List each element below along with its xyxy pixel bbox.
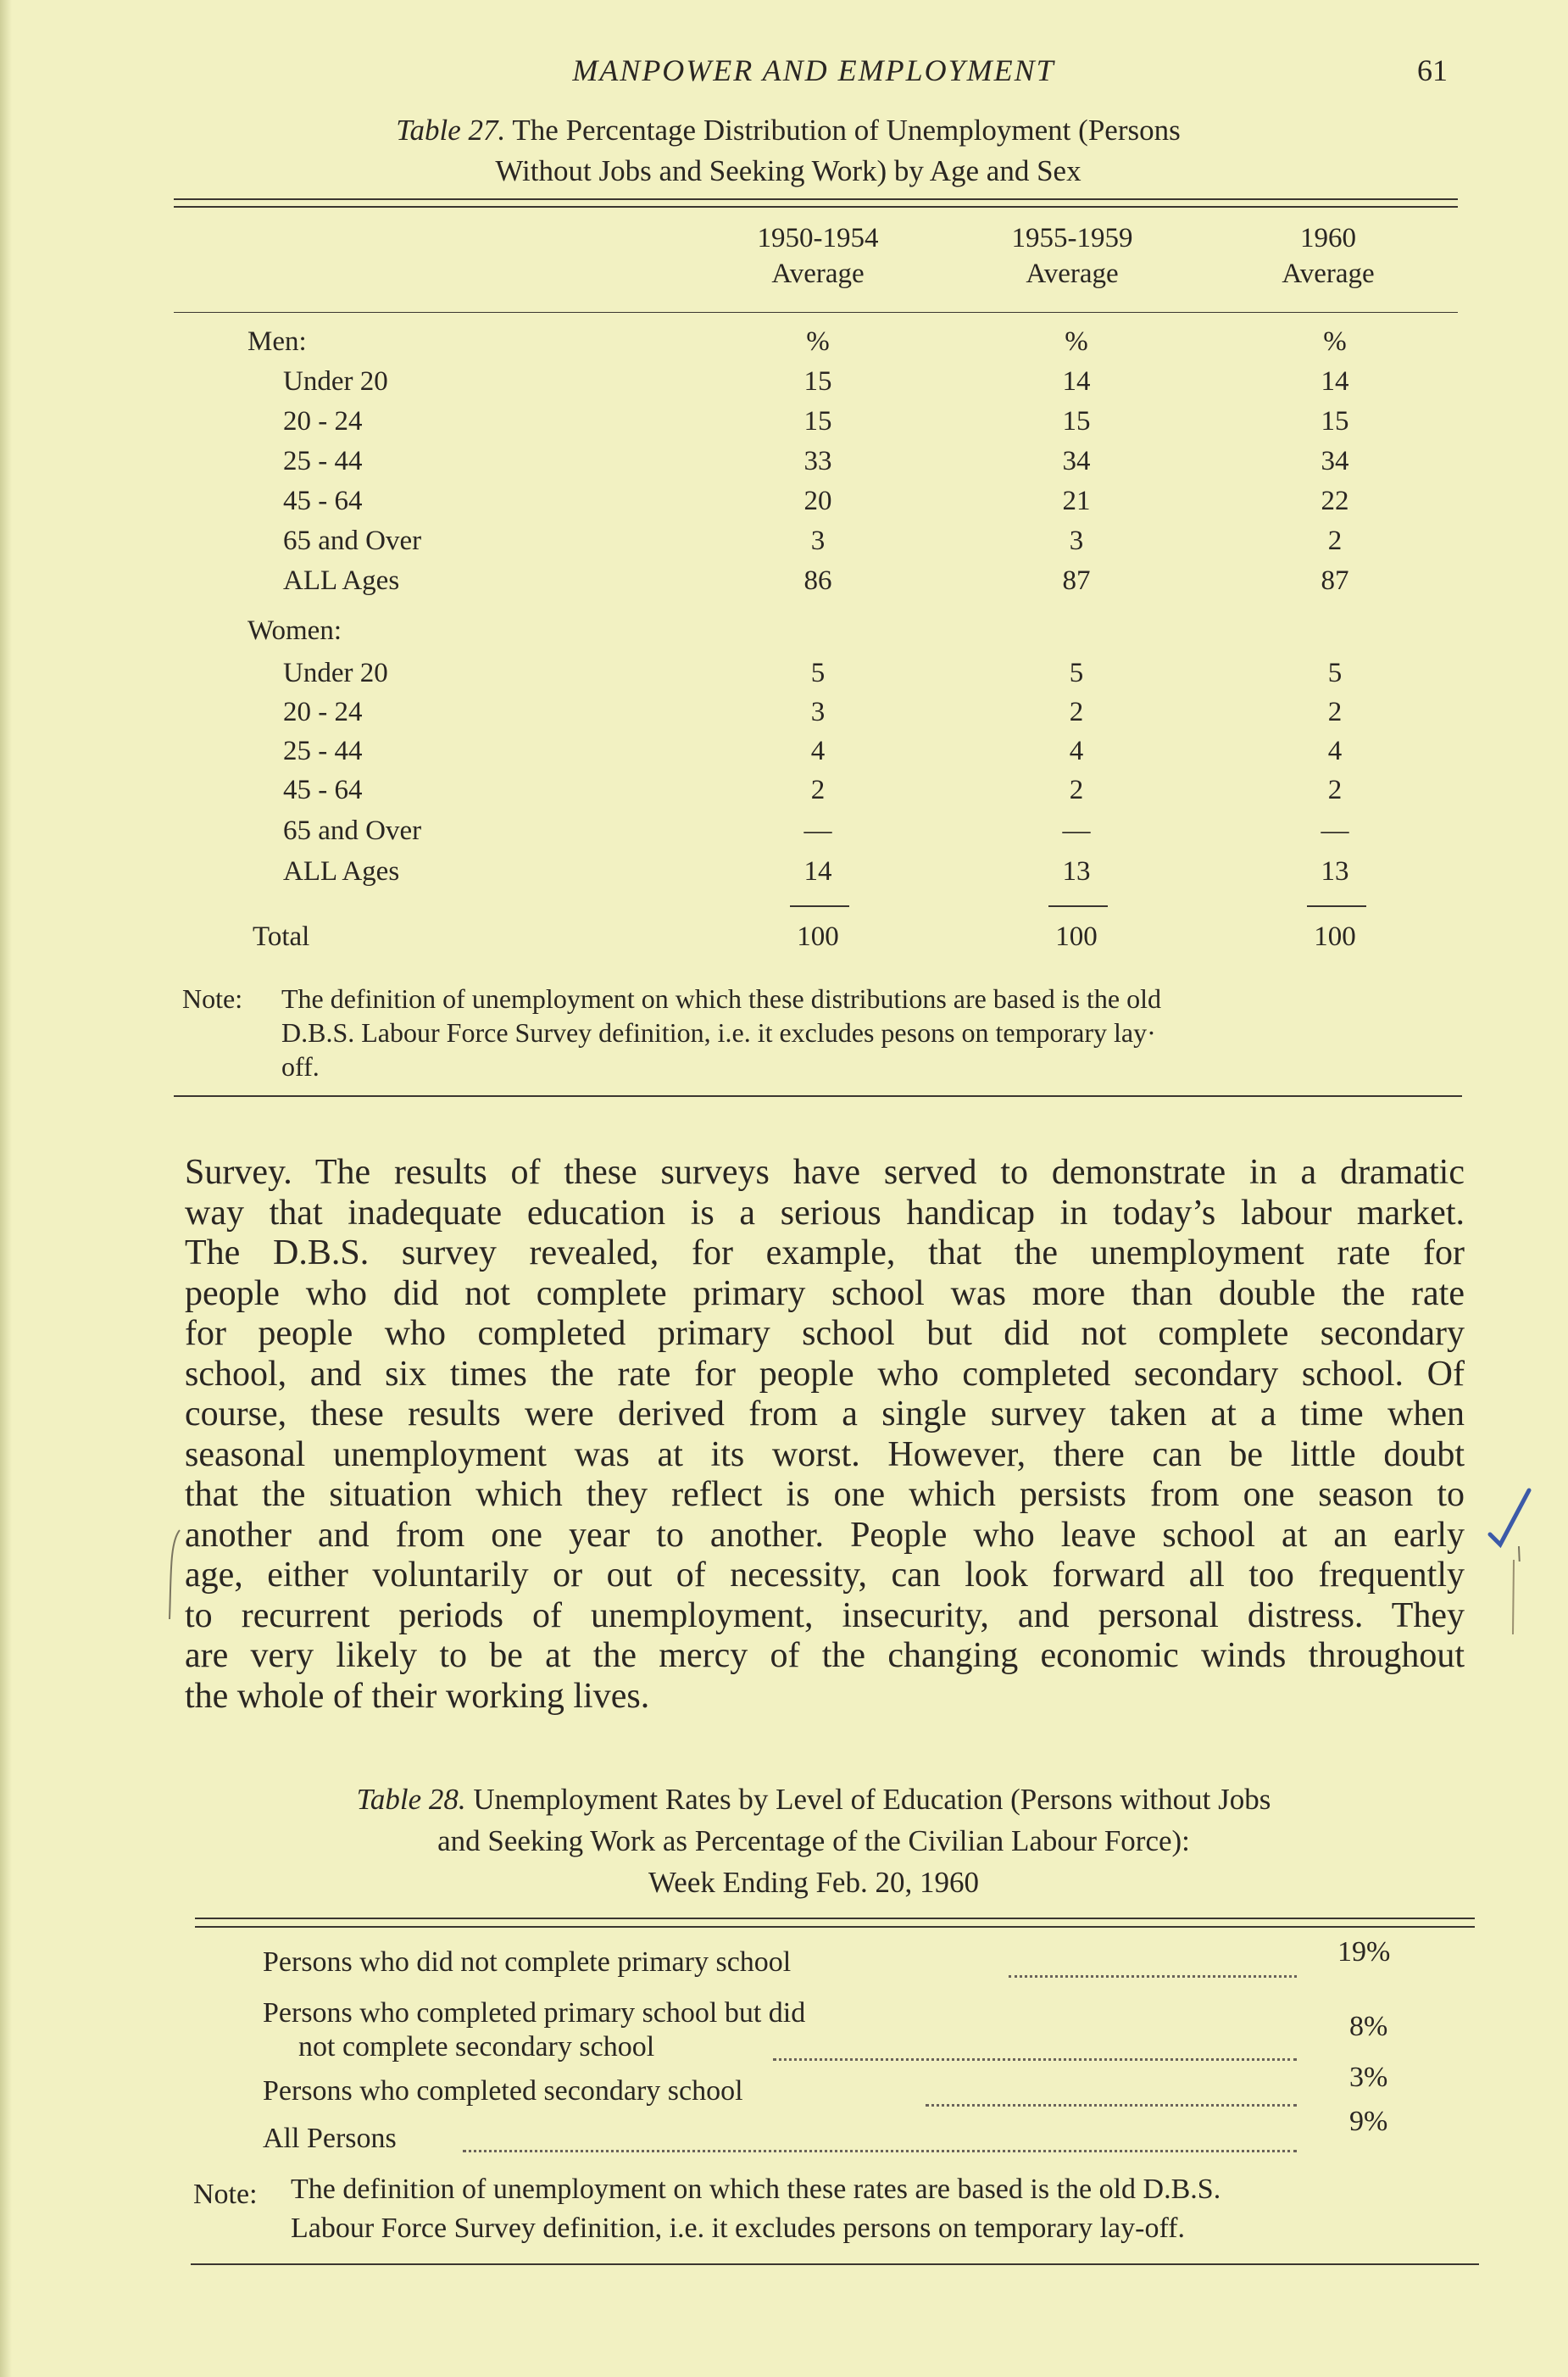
table-cell: 5 [1327, 658, 1343, 688]
page-number: 61 [1417, 53, 1448, 87]
table-cell: 33 [803, 446, 832, 476]
table27-men-unit: % [806, 326, 830, 357]
table-cell: 13 [1321, 856, 1349, 887]
body-line: for people who completed primary school but did not complete secondary [185, 1314, 1465, 1353]
leader-dots [463, 2150, 1297, 2152]
body-line: course, these results were derived from a single survey taken at a time when [185, 1394, 1465, 1433]
table-cell: 15 [803, 406, 832, 437]
table27-col2-header: 1955-1959 Average [1011, 223, 1133, 289]
table-cell: 3 [1069, 526, 1084, 556]
table28-row-label: Persons who did not complete primary school [263, 1946, 792, 1978]
leader-dots [926, 2104, 1297, 2107]
table28-top-rule-double [195, 1926, 1475, 1928]
table-cell: 14 [803, 856, 832, 887]
table28-note-line1: The definition of unemployment on which these rates are based is the old D.B.S. [291, 2174, 1221, 2205]
leader-dots [1009, 1975, 1297, 1978]
table-cell: 20 [803, 486, 832, 516]
table27-men-heading: Men: [247, 326, 307, 357]
table-cell: 100 [1055, 921, 1098, 952]
table-cell: 15 [1321, 406, 1349, 437]
table28-row-value: 8% [1349, 2011, 1388, 2042]
table-cell: 2 [1069, 775, 1084, 805]
table27-col3-header: 1960 Average [1282, 223, 1375, 289]
table27-men-unit: % [1065, 326, 1088, 357]
body-line: Survey. The results of these surveys have served to demonstrate in a dramatic [185, 1153, 1465, 1192]
table-row-label: Under 20 [283, 366, 388, 397]
table-row-label: Under 20 [283, 658, 388, 688]
table-cell: 34 [1062, 446, 1091, 476]
table-row-label: 65 and Over [283, 816, 422, 846]
table-cell: 22 [1321, 486, 1349, 516]
table-cell: 15 [1062, 406, 1091, 437]
table28-top-rule [195, 1918, 1475, 1919]
sum-underline [1307, 905, 1366, 907]
body-paragraph [185, 1153, 1465, 1717]
table-cell: — [1321, 816, 1349, 846]
table-cell: 2 [1327, 775, 1343, 805]
table-cell: 15 [803, 366, 832, 397]
table-cell: 3 [810, 526, 826, 556]
margin-line-mark [1509, 1560, 1519, 1636]
body-line: people who did not complete primary school was more than double the rate [185, 1273, 1465, 1313]
table-row-label: 45 - 64 [283, 775, 363, 805]
table-cell: 13 [1062, 856, 1091, 887]
table27-top-rule [174, 198, 1458, 200]
table27-men-unit: % [1323, 326, 1347, 357]
table28-caption-label: Table 28. [356, 1783, 466, 1816]
table27-note-line3: off. [281, 1051, 320, 1082]
table-cell: — [1062, 816, 1091, 846]
table-row-label: ALL Ages [283, 856, 400, 887]
table-cell: 87 [1062, 565, 1091, 596]
table-cell: 21 [1062, 486, 1091, 516]
table27-women-heading: Women: [247, 615, 342, 646]
table-cell: 3 [810, 697, 826, 727]
table-row-label: 25 - 44 [283, 446, 363, 476]
table-row-label: ALL Ages [283, 565, 400, 596]
table27-caption-label: Table 27. [396, 114, 506, 147]
table28-caption-line2: and Seeking Work as Percentage of the Civilian Labour Force): [437, 1824, 1190, 1857]
table28-row-value: 19% [1337, 1936, 1391, 1968]
table-cell: 5 [1069, 658, 1084, 688]
running-head: MANPOWER AND EMPLOYMENT [572, 53, 1055, 87]
table-row-label: 20 - 24 [283, 406, 363, 437]
table-cell: 87 [1321, 565, 1349, 596]
body-line: that the situation which they reflect is one which persists from one season to [185, 1475, 1465, 1514]
table-cell: 34 [1321, 446, 1349, 476]
sum-underline [790, 905, 849, 907]
page-edge-shadow [0, 0, 12, 2377]
body-line: to recurrent periods of unemployment, insecurity, and personal distress. They [185, 1595, 1465, 1635]
table-cell: 100 [797, 921, 839, 952]
table28-row-value: 9% [1349, 2106, 1388, 2137]
body-line: The D.B.S. survey revealed, for example, that the unemployment rate for [185, 1233, 1465, 1272]
table28-note-line2: Labour Force Survey definition, i.e. it excludes persons on temporary lay-off. [291, 2213, 1185, 2244]
leader-dots [773, 2058, 1297, 2061]
table28-row-label: All Persons [263, 2123, 397, 2154]
table-cell: 86 [803, 565, 832, 596]
table28-caption-line1: Table 28. Unemployment Rates by Level of Education (Persons without Jobs [356, 1783, 1271, 1816]
table27-caption-line2: Without Jobs and Seeking Work) by Age and Sex [495, 154, 1081, 187]
table-cell: 4 [1327, 736, 1343, 766]
table28-row-label: Persons who completed primary school but did [263, 1997, 806, 2029]
table28-row-label: Persons who completed secondary school [263, 2075, 743, 2107]
table28-note-label: Note: [193, 2179, 258, 2210]
body-line: age, either voluntarily or out of necessity, can look forward all too frequently [185, 1556, 1465, 1595]
table-row-label: 45 - 64 [283, 486, 363, 516]
table27-caption [254, 110, 1322, 192]
table27-bottom-rule [174, 1095, 1462, 1097]
sum-underline [1048, 905, 1108, 907]
table28-row-value: 3% [1349, 2062, 1388, 2093]
body-line: school, and six times the rate for people who completed secondary school. Of [185, 1354, 1465, 1394]
table-cell: 2 [1327, 697, 1343, 727]
table27-header-rule [174, 312, 1458, 313]
table28-row-label-cont: not complete secondary school [298, 2031, 655, 2062]
body-line: seasonal unemployment was at its worst. However, there can be little doubt [185, 1434, 1465, 1474]
table-cell: 2 [810, 775, 826, 805]
table-cell: 5 [810, 658, 826, 688]
body-line: way that inadequate education is a serious handicap in today’s labour market. [185, 1193, 1465, 1233]
table27-note-line1: The definition of unemployment on which these distributions are based is the old [281, 983, 1162, 1014]
body-line: the whole of their working lives. [185, 1676, 650, 1716]
table28-bottom-rule [191, 2263, 1479, 2265]
checkmark-icon [1485, 1485, 1536, 1561]
table27-note-line2: D.B.S. Labour Force Survey definition, i.e. it excludes pesons on temporary lay· [281, 1017, 1156, 1048]
table-cell: 2 [1327, 526, 1343, 556]
table-row-label: 20 - 24 [283, 697, 363, 727]
table28-caption [212, 1779, 1415, 1903]
table-cell: 4 [810, 736, 826, 766]
table-row-label: 25 - 44 [283, 736, 363, 766]
table-cell: 2 [1069, 697, 1084, 727]
table27-top-rule-double [174, 206, 1458, 208]
margin-bracket-mark [161, 1526, 186, 1628]
table27-col1-header: 1950-1954 Average [757, 223, 879, 289]
body-line: another and from one year to another. People who leave school at an early [185, 1515, 1465, 1555]
table27-caption-line1: Table 27. The Percentage Distribution of Unemployment (Persons [396, 114, 1181, 147]
body-line: are very likely to be at the mercy of the changing economic winds throughout [185, 1636, 1465, 1675]
table-cell: — [803, 816, 832, 846]
table-cell: 4 [1069, 736, 1084, 766]
table-cell: 14 [1062, 366, 1091, 397]
table-cell: 14 [1321, 366, 1349, 397]
table27-note-label: Note: [182, 983, 243, 1014]
table-cell: 100 [1314, 921, 1356, 952]
table-row-label: 65 and Over [283, 526, 422, 556]
table28-caption-line3: Week Ending Feb. 20, 1960 [648, 1866, 979, 1899]
table27-total-label: Total [253, 921, 310, 952]
